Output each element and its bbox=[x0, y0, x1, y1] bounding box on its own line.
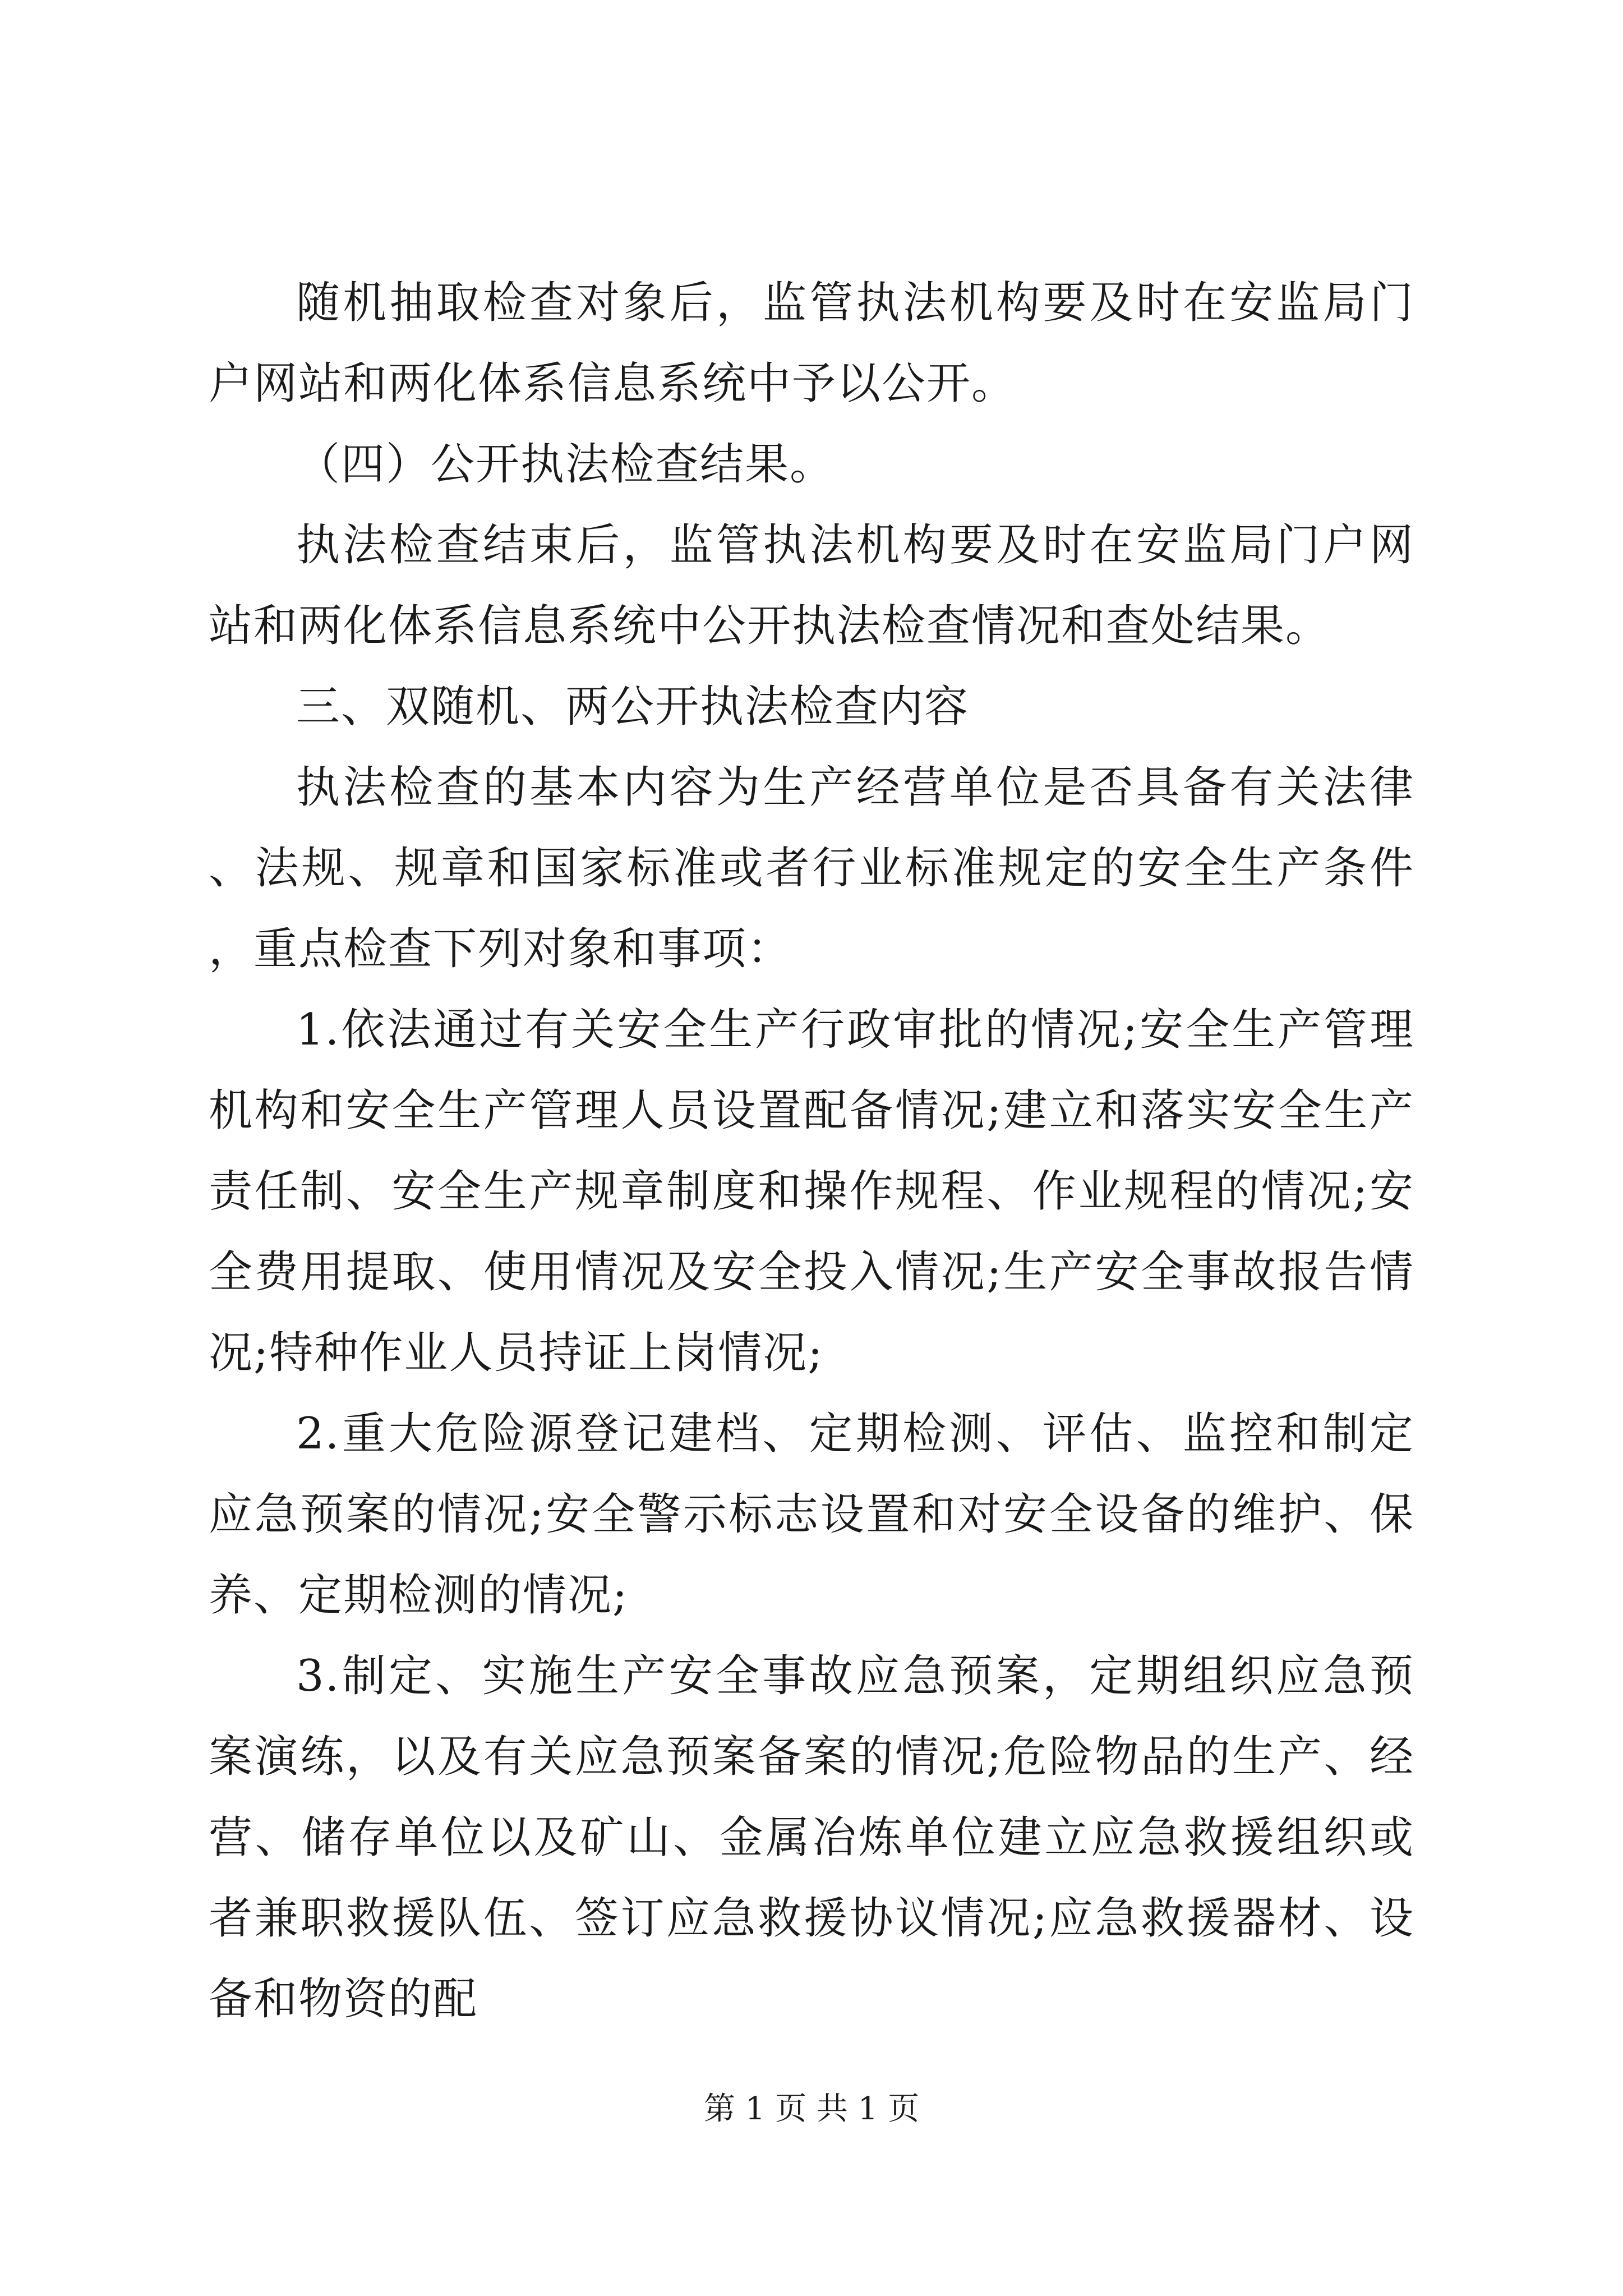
page-footer: 第 1 页 共 1 页 bbox=[703, 2091, 920, 2127]
paragraph: 执法检查结束后，监管执法机构要及时在安监局门户网站和两化体系信息系统中公开执法检查情况和查处结果。 bbox=[209, 520, 1414, 651]
document-body bbox=[209, 263, 1414, 2040]
section-heading: 三、双随机、两公开执法检查内容 bbox=[296, 682, 970, 732]
list-item: 3.制定、实施生产安全事故应急预案，定期组织应急预案演练，以及有关应急预案备案的情况;危险物品的生产、经营、储存单位以及矿山、金属冶炼单位建立应急救援组织或者兼职救援队伍、签订应急救援协议情况;应急救援器材、设备和物资的配 bbox=[209, 1651, 1414, 2024]
list-item: 1.依法通过有关安全生产行政审批的情况;安全生产管理机构和安全生产管理人员设置配备情况;建立和落实安全生产责任制、安全生产规章制度和操作规程、作业规程的情况;安全费用提取、使用情况及安全投入情况;生产安全事故报告情况;特种作业人员持证上岗情况; bbox=[209, 1005, 1414, 1378]
list-item: 2.重大危险源登记建档、定期检测、评估、监控和制定应急预案的情况;安全警示标志设置和对安全设备的维护、保养、定期检测的情况; bbox=[209, 1409, 1414, 1621]
section-heading: （四）公开执法检查结果。 bbox=[296, 439, 835, 490]
paragraph: 随机抽取检查对象后，监管执法机构要及时在安监局门户网站和两化体系信息系统中予以公开。 bbox=[209, 278, 1414, 409]
paragraph: 执法检查的基本内容为生产经营单位是否具备有关法律、法规、规章和国家标准或者行业标准规定的安全生产条件，重点检查下列对象和事项： bbox=[209, 762, 1414, 974]
